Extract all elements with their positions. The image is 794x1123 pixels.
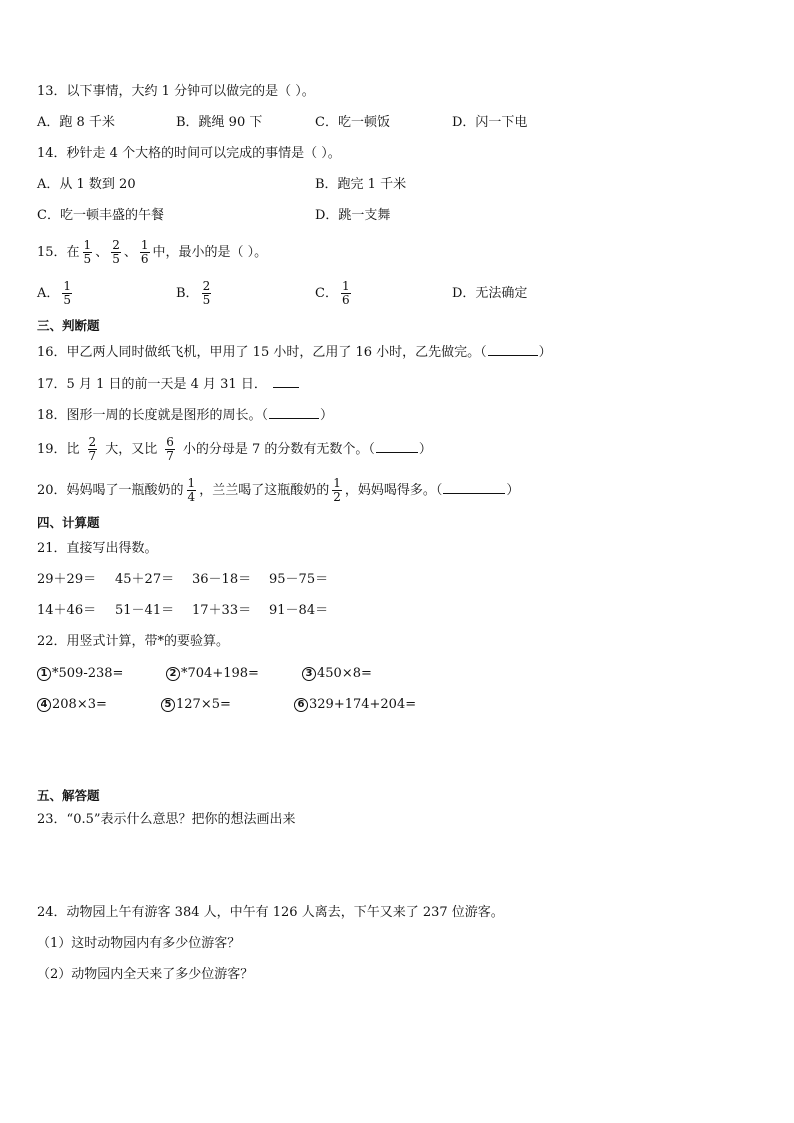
q21-expr: 45＋27＝ <box>115 572 175 587</box>
fraction: $\frac{2}{5}$ <box>202 279 211 307</box>
fraction: $\frac{2}{7}$ <box>88 435 97 463</box>
circled-number: 1 <box>37 667 51 681</box>
question-24: 24．动物园上午有游客 384 人，中午有 126 人离去，下午又来了 237 位游客。 <box>37 905 504 920</box>
q21-expr: 29＋29＝ <box>37 572 97 587</box>
q22-item-2: 2 *704+198= <box>166 665 259 683</box>
question-21: 21．直接写出得数。 <box>37 541 158 556</box>
fraction: $\frac{1}{5}$ <box>63 279 72 307</box>
question-22: 22．用竖式计算，带*的要验算。 <box>37 634 230 649</box>
fraction: $\frac{1}{5}$ <box>83 238 92 266</box>
section-heading-solve: 五、解答题 <box>37 788 100 803</box>
q15-option-d: D．无法确定 <box>452 286 528 301</box>
question-24-part-1: （1）这时动物园内有多少位游客？ <box>37 936 241 951</box>
circled-number: 6 <box>294 698 308 712</box>
q21-expr: 51－41＝ <box>115 603 175 618</box>
question-15: 15．在 $\frac{1}{5}$ 、 $\frac{2}{5}$ 、 $\frac{1}{6}$ 中，最小的是（ ）。 <box>37 238 268 266</box>
q21-expr: 17＋33＝ <box>192 603 252 618</box>
q21-expr: 14＋46＝ <box>37 603 97 618</box>
answer-blank[interactable] <box>488 342 538 356</box>
question-14: 14．秒针走 4 个大格的时间可以完成的事情是（ ）。 <box>37 146 341 161</box>
question-16: 16．甲乙两人同时做纸飞机，甲用了 15 小时，乙用了 16 小时，乙先做完。（ ） <box>37 342 552 362</box>
q13-option-d: D．闪一下电 <box>452 115 528 130</box>
question-17: 17．5 月 1 日的前一天是 4 月 31 日． <box>37 374 300 394</box>
fraction: $\frac{1}{6}$ <box>140 238 149 266</box>
q13-option-c: C．吃一顿饭 <box>315 115 390 130</box>
answer-blank[interactable] <box>273 374 299 388</box>
q15-option-a: A． $\frac{1}{5}$ <box>37 279 72 307</box>
q22-item-5: 5 127×5= <box>161 696 231 714</box>
fraction: $\frac{1}{4}$ <box>187 476 196 504</box>
circled-number: 3 <box>302 667 316 681</box>
section-heading-judgement: 三、判断题 <box>37 318 100 333</box>
q22-item-1: 1 *509-238= <box>37 665 123 683</box>
answer-blank[interactable] <box>269 405 319 419</box>
fraction: $\frac{1}{2}$ <box>333 476 341 504</box>
fraction: $\frac{1}{6}$ <box>341 279 350 307</box>
circled-number: 4 <box>37 698 51 712</box>
question-20: 20．妈妈喝了一瓶酸奶的 $\frac{1}{4}$ ，兰兰喝了这瓶酸奶的 $\frac{1}{2}$ ，妈妈喝得多。（ ） <box>37 476 520 504</box>
answer-blank[interactable] <box>443 480 505 494</box>
q13-option-b: B．跳绳 90 下 <box>176 115 263 130</box>
question-18: 18．图形一周的长度就是图形的周长。（ ） <box>37 405 333 425</box>
q14-option-c: C．吃一顿丰盛的午餐 <box>37 208 164 223</box>
q21-expr: 95－75＝ <box>269 572 329 587</box>
question-13: 13．以下事情，大约 1 分钟可以做完的是（ ）。 <box>37 84 315 99</box>
q21-expr: 36－18＝ <box>192 572 252 587</box>
q15-option-c: C． $\frac{1}{6}$ <box>315 279 350 307</box>
q22-item-3: 3 450×8= <box>302 665 372 683</box>
question-19: 19．比 $\frac{2}{7}$ 大，又比 $\frac{6}{7}$ 小的分母是 7 的分数有无数个。（ ） <box>37 435 432 463</box>
circled-number: 5 <box>161 698 175 712</box>
q14-option-a: A．从 1 数到 20 <box>37 177 136 192</box>
question-24-part-2: （2）动物园内全天来了多少位游客？ <box>37 967 254 982</box>
q22-item-6: 6 329+174+204= <box>294 696 416 714</box>
circled-number: 2 <box>166 667 180 681</box>
fraction: $\frac{2}{5}$ <box>112 238 120 266</box>
question-23: 23．“0.5”表示什么意思？把你的想法画出来 <box>37 812 296 827</box>
q14-option-b: B．跑完 1 千米 <box>315 177 407 192</box>
q22-item-4: 4 208×3= <box>37 696 107 714</box>
q21-expr: 91－84＝ <box>269 603 329 618</box>
q15-option-b: B． $\frac{2}{5}$ <box>176 279 211 307</box>
fraction: $\frac{6}{7}$ <box>166 435 174 463</box>
section-heading-calculation: 四、计算题 <box>37 515 100 530</box>
answer-blank[interactable] <box>376 439 418 453</box>
q14-option-d: D．跳一支舞 <box>315 208 391 223</box>
q13-option-a: A．跑 8 千米 <box>37 115 115 130</box>
